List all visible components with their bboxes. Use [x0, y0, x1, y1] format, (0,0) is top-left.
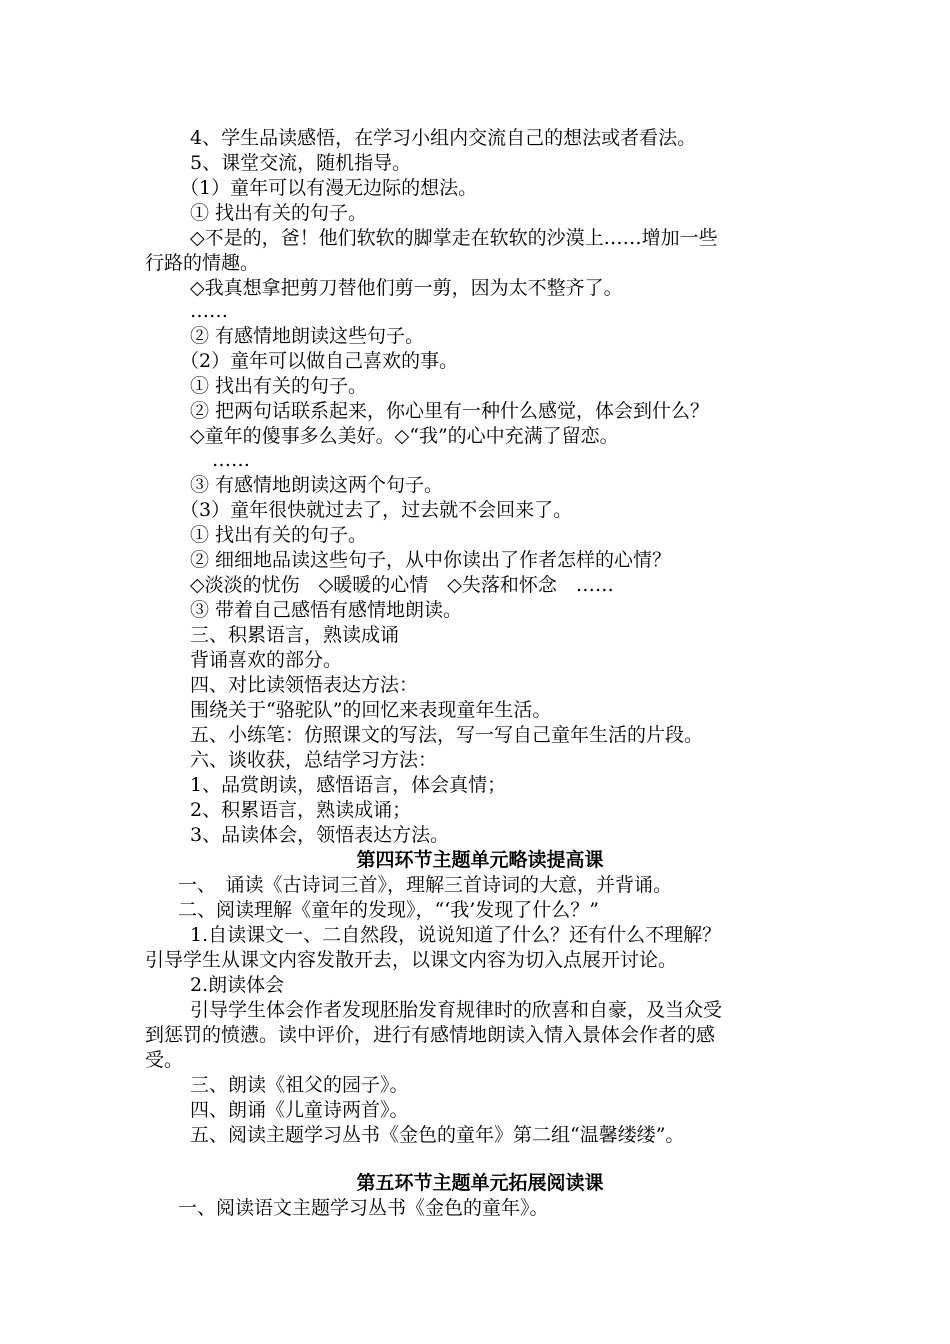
text-line: 一、 诵读《古诗词三首》，理解三首诗词的大意，并背诵。 — [178, 874, 673, 896]
text-line: （1）童年可以有漫无边际的想法。 — [180, 177, 478, 199]
text-line: ③ 带着自己感悟有感情地朗读。 — [190, 599, 463, 621]
ellipsis-line: …… — [212, 449, 250, 471]
text-line: 四、朗诵《儿童诗两首》。 — [190, 1099, 409, 1121]
text-line: 3、品读体会，领悟表达方法。 — [190, 824, 450, 846]
section-heading-4: 第四环节主题单元略读提高课 — [356, 849, 604, 871]
text-line: 2.朗读体会 — [190, 974, 285, 996]
text-line: 一、阅读语文主题学习丛书《金色的童年》。 — [178, 1197, 549, 1219]
text-line: 受。 — [145, 1049, 184, 1071]
text-line: 围绕关于“骆驼队”的回忆来表现童年生活。 — [190, 699, 552, 721]
text-line: 引导学生体会作者发现胚胎发育规律时的欣喜和自豪，及当众受 — [190, 999, 723, 1021]
text-line: ◇童年的傻事多么美好。◇“我”的心中充满了留恋。 — [190, 425, 619, 447]
text-line: ◇不是的，爸！他们软软的脚掌走在软软的沙漠上……增加一些 — [190, 227, 718, 249]
text-line: 引导学生从课文内容发散开去，以课文内容为切入点展开讨论。 — [145, 949, 678, 971]
text-line: ① 找出有关的句子。 — [190, 524, 368, 546]
text-line: （2）童年可以做自己喜欢的事。 — [180, 350, 459, 372]
text-line: ◇淡淡的忧伤 ◇暖暖的心情 ◇失落和怀念 …… — [190, 574, 614, 596]
text-line: 五、阅读主题学习丛书《金色的童年》第二组“温馨缕缕”。 — [190, 1124, 685, 1146]
text-line: （3）童年很快就过去了，过去就不会回来了。 — [180, 499, 573, 521]
text-line: 背诵喜欢的部分。 — [190, 649, 343, 671]
text-line: 二、阅读理解《童年的发现》，“‘我’发现了什么？” — [178, 899, 600, 921]
text-line: ② 把两句话联系起来，你心里有一种什么感觉，体会到什么？ — [190, 400, 710, 422]
text-line: 1、品赏朗读，感悟语言，体会真情； — [190, 774, 507, 796]
text-line: 到惩罚的愤懑。读中评价，进行有感情地朗读入情入景体会作者的感 — [145, 1024, 716, 1046]
text-line: 4、学生品读感悟，在学习小组内交流自己的想法或者看法。 — [190, 127, 697, 149]
ellipsis-line: …… — [190, 300, 228, 322]
text-line: ③ 有感情地朗读这两个句子。 — [190, 474, 444, 496]
text-line: 五、小练笔：仿照课文的写法，写一写自己童年生活的片段。 — [190, 724, 704, 746]
text-line: 行路的情趣。 — [145, 252, 260, 274]
text-line: 三、积累语言，熟读成诵 — [190, 624, 400, 646]
text-line: ① 找出有关的句子。 — [190, 202, 368, 224]
text-line: 1.自读课文一、二自然段，说说知道了什么？还有什么不理解？ — [190, 924, 722, 946]
text-line: ① 找出有关的句子。 — [190, 375, 368, 397]
text-line: 2、积累语言，熟读成诵； — [190, 799, 412, 821]
text-line: ◇我真想拿把剪刀替他们剪一剪，因为太不整齐了。 — [190, 277, 623, 299]
text-line: ② 细细地品读这些句子，从中你读出了作者怎样的心情？ — [190, 549, 672, 571]
section-heading-5: 第五环节主题单元拓展阅读课 — [356, 1172, 604, 1194]
text-line: ② 有感情地朗读这些句子。 — [190, 325, 425, 347]
text-line: 三、朗读《祖父的园子》。 — [190, 1074, 409, 1096]
text-line: 四、对比读领悟表达方法： — [190, 674, 419, 696]
text-line: 5、课堂交流，随机指导。 — [190, 152, 412, 174]
text-line: 六、谈收获，总结学习方法： — [190, 749, 438, 771]
